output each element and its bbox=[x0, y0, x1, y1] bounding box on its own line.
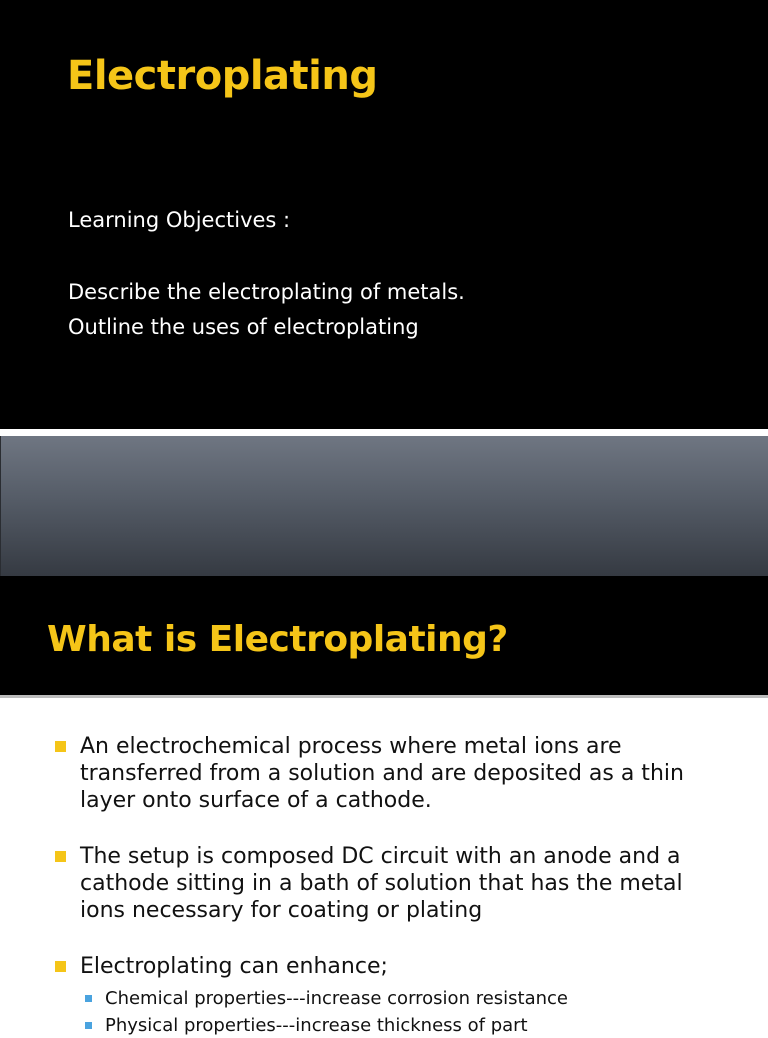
bullet-square-icon bbox=[55, 741, 66, 752]
bullet-line: layer onto surface of a cathode. bbox=[80, 788, 432, 813]
subbullet-text: Physical properties---increase thickness of part bbox=[105, 1015, 528, 1036]
bullet-line: An electrochemical process where metal ions are bbox=[80, 734, 622, 759]
bullet-line: transferred from a solution and are deposited as a thin bbox=[80, 761, 684, 786]
subbullet-item bbox=[85, 1014, 528, 1038]
bullet-item bbox=[55, 733, 755, 814]
bullet-line: ions necessary for coating or plating bbox=[80, 898, 483, 923]
slide-title-electroplating bbox=[0, 0, 768, 429]
subbullet-square-icon bbox=[85, 995, 92, 1002]
bullet-line: The setup is composed DC circuit with an anode and a bbox=[80, 844, 681, 869]
bullet-square-icon bbox=[55, 961, 66, 972]
bullet-text bbox=[80, 953, 388, 980]
subbullet-square-icon bbox=[85, 1022, 92, 1029]
bullet-text bbox=[80, 733, 684, 814]
bullet-text bbox=[80, 843, 683, 924]
slide3-title: What is Electroplating? bbox=[47, 619, 508, 660]
objective-item: Outline the uses of electroplating bbox=[68, 315, 419, 339]
spacer bbox=[68, 238, 465, 275]
objective-item: Describe the electroplating of metals. bbox=[68, 280, 465, 304]
bullet-square-icon bbox=[55, 851, 66, 862]
subbullet-text: Chemical properties---increase corrosion resistance bbox=[105, 988, 568, 1009]
slide-title: Electroplating bbox=[67, 53, 378, 99]
objectives-label: Learning Objectives : bbox=[68, 208, 291, 232]
bullet-item bbox=[55, 953, 755, 980]
subbullet-item bbox=[85, 987, 568, 1011]
slide-divider bbox=[0, 429, 768, 436]
blank-slide bbox=[0, 436, 768, 576]
bullet-line: Electroplating can enhance; bbox=[80, 954, 388, 979]
learning-objectives bbox=[68, 203, 465, 345]
bullet-item bbox=[55, 843, 755, 924]
bullet-line: cathode sitting in a bath of solution that has the metal bbox=[80, 871, 683, 896]
